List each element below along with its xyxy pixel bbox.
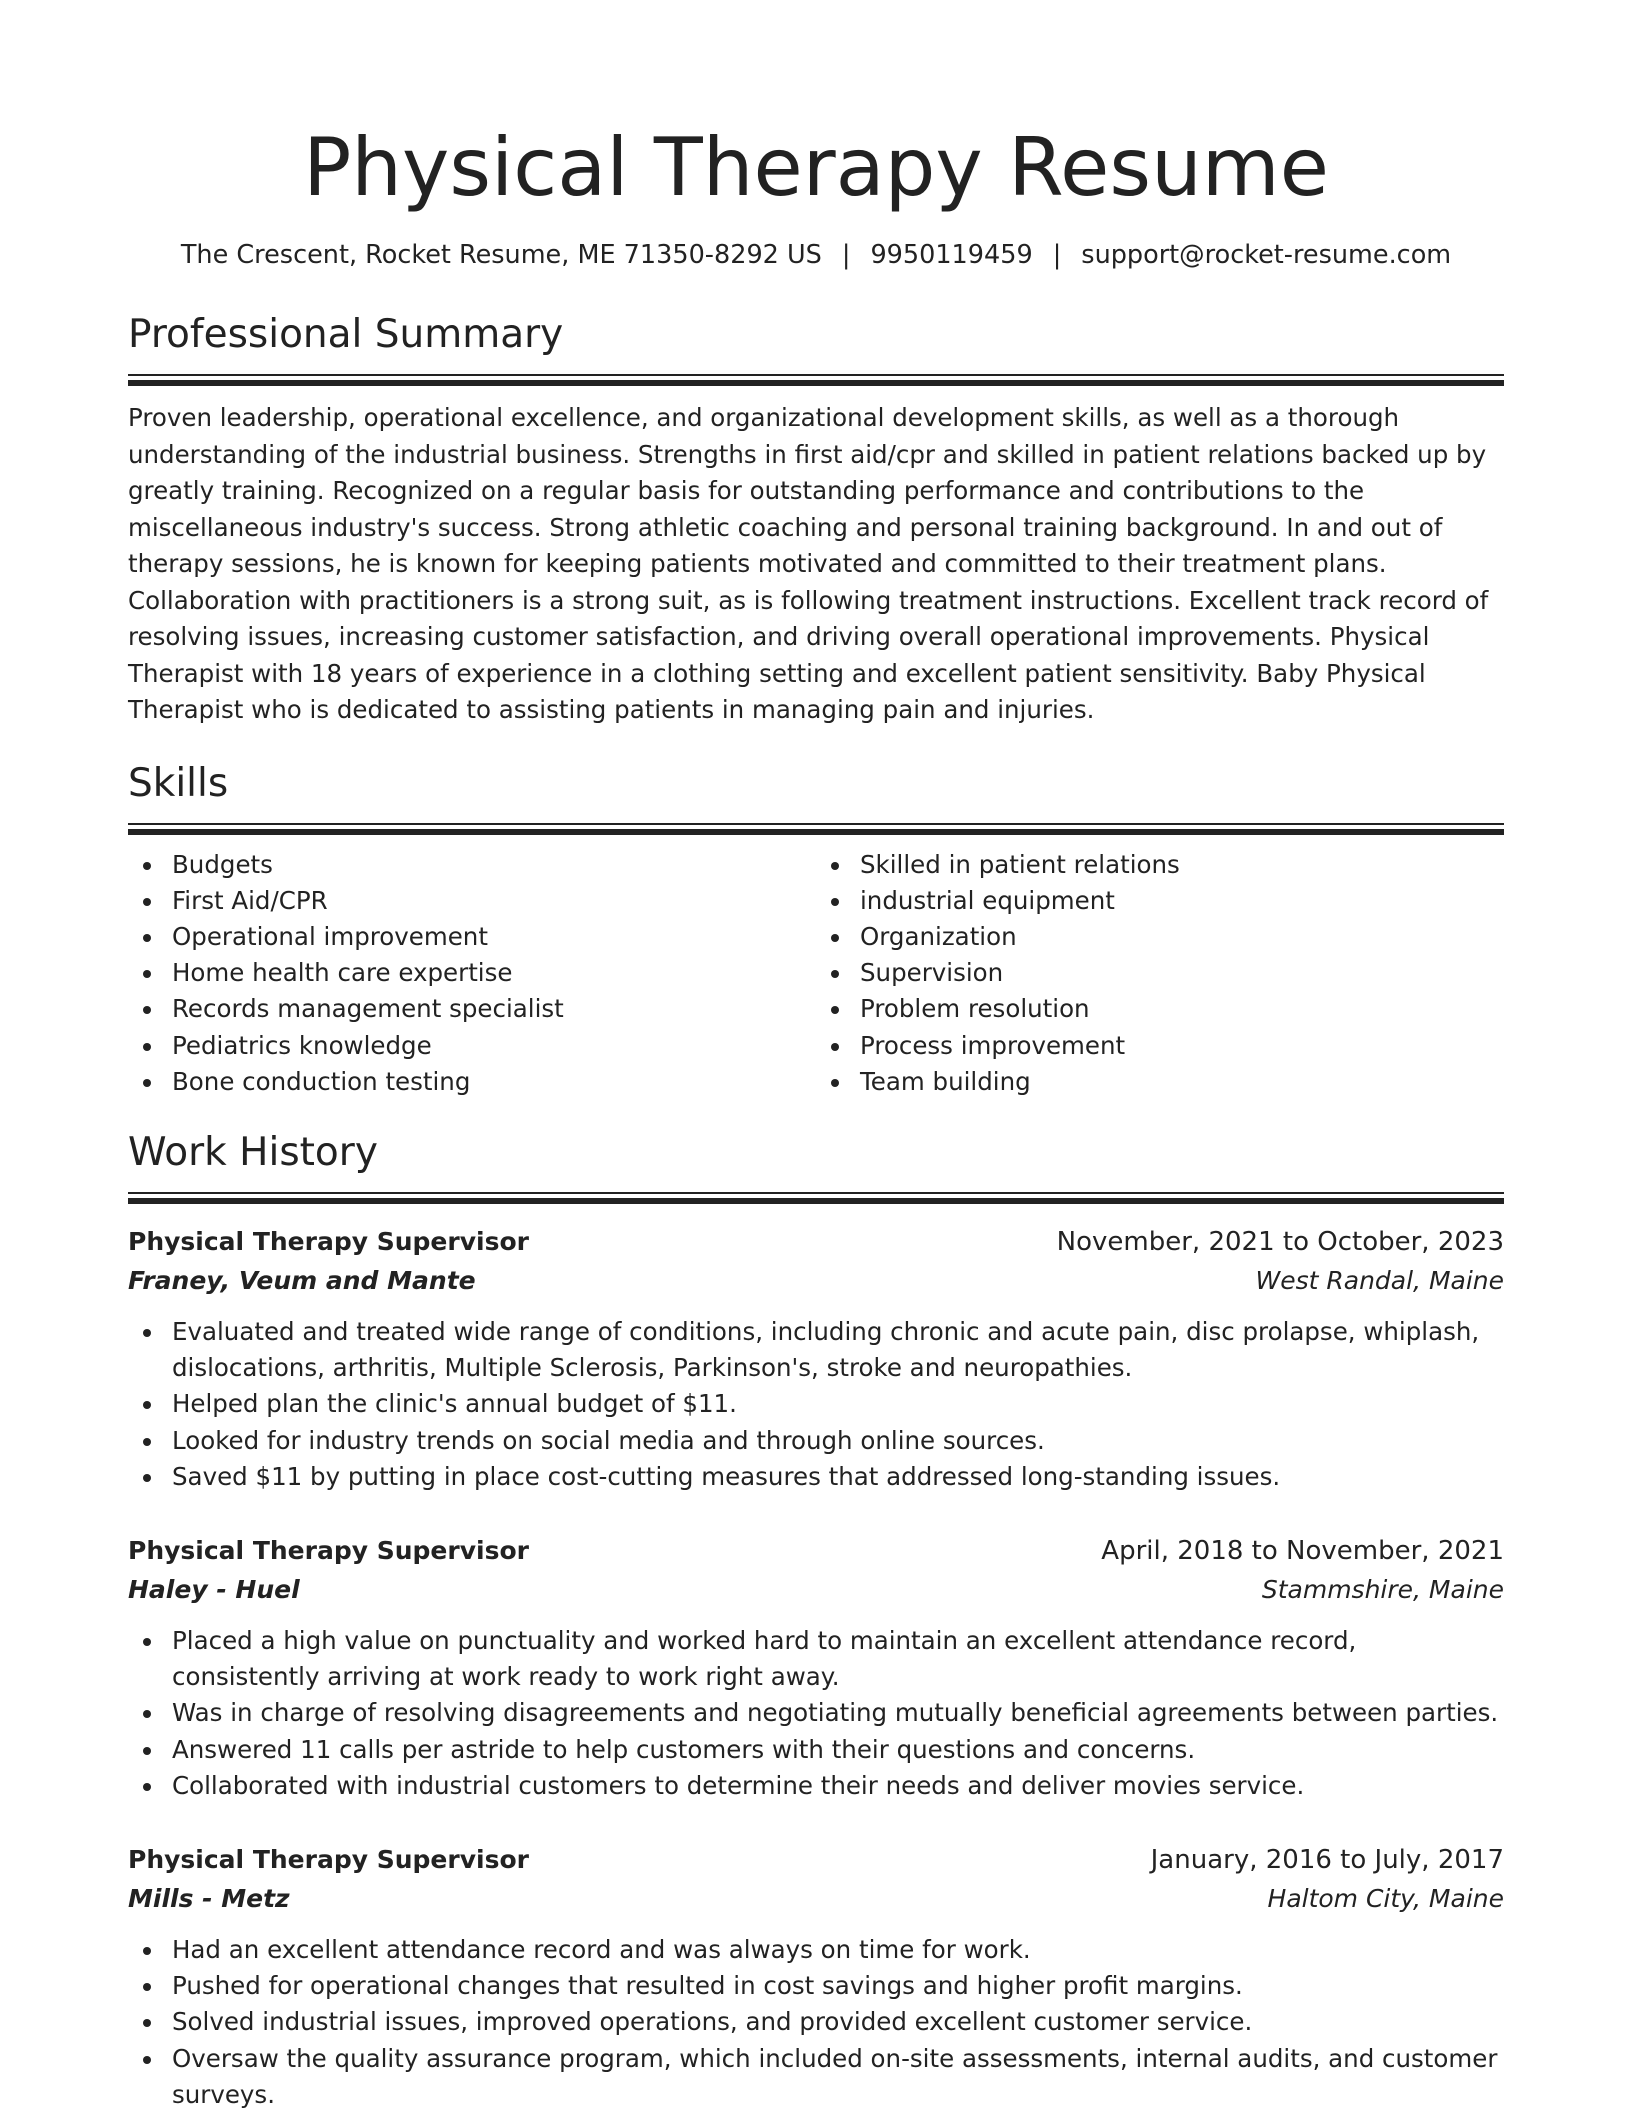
job-bullet: Collaborated with industrial customers to determine their needs and deliver movies service. [128,1768,1504,1804]
skills-column-left [128,847,816,1100]
job-header-row [128,1840,1504,1880]
job-title: Physical Therapy Supervisor [128,1844,529,1874]
skill-item: Skilled in patient relations [816,847,1504,883]
job-header-row [128,1531,1504,1571]
job-company: Franey, Veum and Mante [128,1265,476,1295]
skill-item: Bone conduction testing [128,1064,816,1100]
resume-title: Physical Therapy Resume [303,121,1329,214]
job-bullet: Had an excellent attendance record and was always on time for work. [128,1932,1504,1968]
summary-text: Proven leadership, operational excellence, and organizational development skills, as well as a thorough understanding of the industrial business. Strengths in first aid/cpr and skilled in patient relations backed up by greatly training. Recognized on a regular basis for outstanding performance and contributions to the miscellaneous industry's success. Strong athletic coaching and personal training background. In and out of therapy sessions, he is known for keeping patients motivated and committed to their treatment plans. Collaboration with practitioners is a strong suit, as is following treatment instructions. Excellent track record of resolving issues, increasing customer satisfaction, and driving overall operational improvements. Physical Therapist with 18 years of experience in a clothing setting and excellent patient sensitivity. Baby Physical Therapist who is dedicated to assisting patients in managing pain and injuries. [128,403,1489,724]
job-location: Haltom City, Maine [1267,1883,1504,1913]
skill-item: Process improvement [816,1028,1504,1064]
contact-address: The Crescent, Rocket Resume, ME 71350-8292 US [180,240,822,270]
job-dates: November, 2021 to October, 2023 [1056,1226,1504,1257]
skills-section [128,759,1504,1100]
job-bullet: Pushed for operational changes that resulted in cost savings and higher profit margins. [128,1968,1504,2004]
skill-item: Home health care expertise [128,955,816,991]
job-company-row [128,1262,1504,1300]
job-location: West Randal, Maine [1255,1265,1504,1295]
section-heading-work-history: Work History [128,1129,378,1175]
job-company-row [128,1571,1504,1609]
skill-item: Records management specialist [128,991,816,1027]
job-bullets [128,1314,1504,1495]
job-title: Physical Therapy Supervisor [128,1535,529,1565]
job-company: Mills - Metz [128,1883,290,1913]
skill-item: industrial equipment [816,883,1504,919]
job-bullet: Placed a high value on punctuality and worked hard to maintain an excellent attendance record, consistently arriving at work ready to work right away. [128,1623,1504,1695]
skill-item: Team building [816,1064,1504,1100]
job-bullet: Solved industrial issues, improved operations, and provided excellent customer service. [128,2004,1504,2040]
skill-item: Operational improvement [128,919,816,955]
skill-item: Budgets [128,847,816,883]
job-bullet: Oversaw the quality assurance program, which included on-site assessments, internal audits, and customer surveys. [128,2041,1504,2113]
skill-item: First Aid/CPR [128,883,816,919]
job-bullet: Answered 11 calls per astride to help customers with their questions and concerns. [128,1732,1504,1768]
job-dates: April, 2018 to November, 2021 [1101,1535,1504,1566]
section-divider [128,823,1504,835]
job-bullets [128,1623,1504,1804]
contact-line [128,238,1504,272]
skills-grid [128,847,1504,1100]
job-entry [128,1840,1504,2113]
contact-separator: | [1052,240,1062,270]
job-bullet: Evaluated and treated wide range of conditions, including chronic and acute pain, disc prolapse, whiplash, dislocations, arthritis, Multiple Sclerosis, Parkinson's, stroke and neuropathies. [128,1314,1504,1386]
section-divider [128,374,1504,386]
contact-separator: | [841,240,851,270]
job-header-row [128,1222,1504,1262]
skill-item: Organization [816,919,1504,955]
work-history-section [128,1128,1504,2113]
job-location: Stammshire, Maine [1261,1574,1504,1604]
contact-phone: 9950119459 [870,240,1033,270]
job-entry [128,1222,1504,1495]
job-bullet: Helped plan the clinic's annual budget of $11. [128,1386,1504,1422]
section-heading-summary: Professional Summary [128,312,564,357]
job-dates: January, 2016 to July, 2017 [1150,1844,1504,1875]
job-bullet: Saved $11 by putting in place cost-cutting measures that addressed long-standing issues. [128,1459,1504,1495]
job-company: Haley - Huel [128,1574,300,1604]
job-title: Physical Therapy Supervisor [128,1226,529,1256]
job-entry [128,1531,1504,1804]
section-divider [128,1192,1504,1204]
job-bullets [128,1932,1504,2113]
skill-item: Pediatrics knowledge [128,1028,816,1064]
skill-item: Supervision [816,955,1504,991]
job-company-row [128,1880,1504,1918]
job-bullet: Looked for industry trends on social media and through online sources. [128,1423,1504,1459]
professional-summary-section [128,310,1504,729]
contact-email: support@rocket-resume.com [1081,240,1452,270]
skills-column-right [816,847,1504,1100]
job-bullet: Was in charge of resolving disagreements and negotiating mutually beneficial agreements between parties. [128,1695,1504,1731]
skill-item: Problem resolution [816,991,1504,1027]
section-heading-skills: Skills [128,760,229,806]
